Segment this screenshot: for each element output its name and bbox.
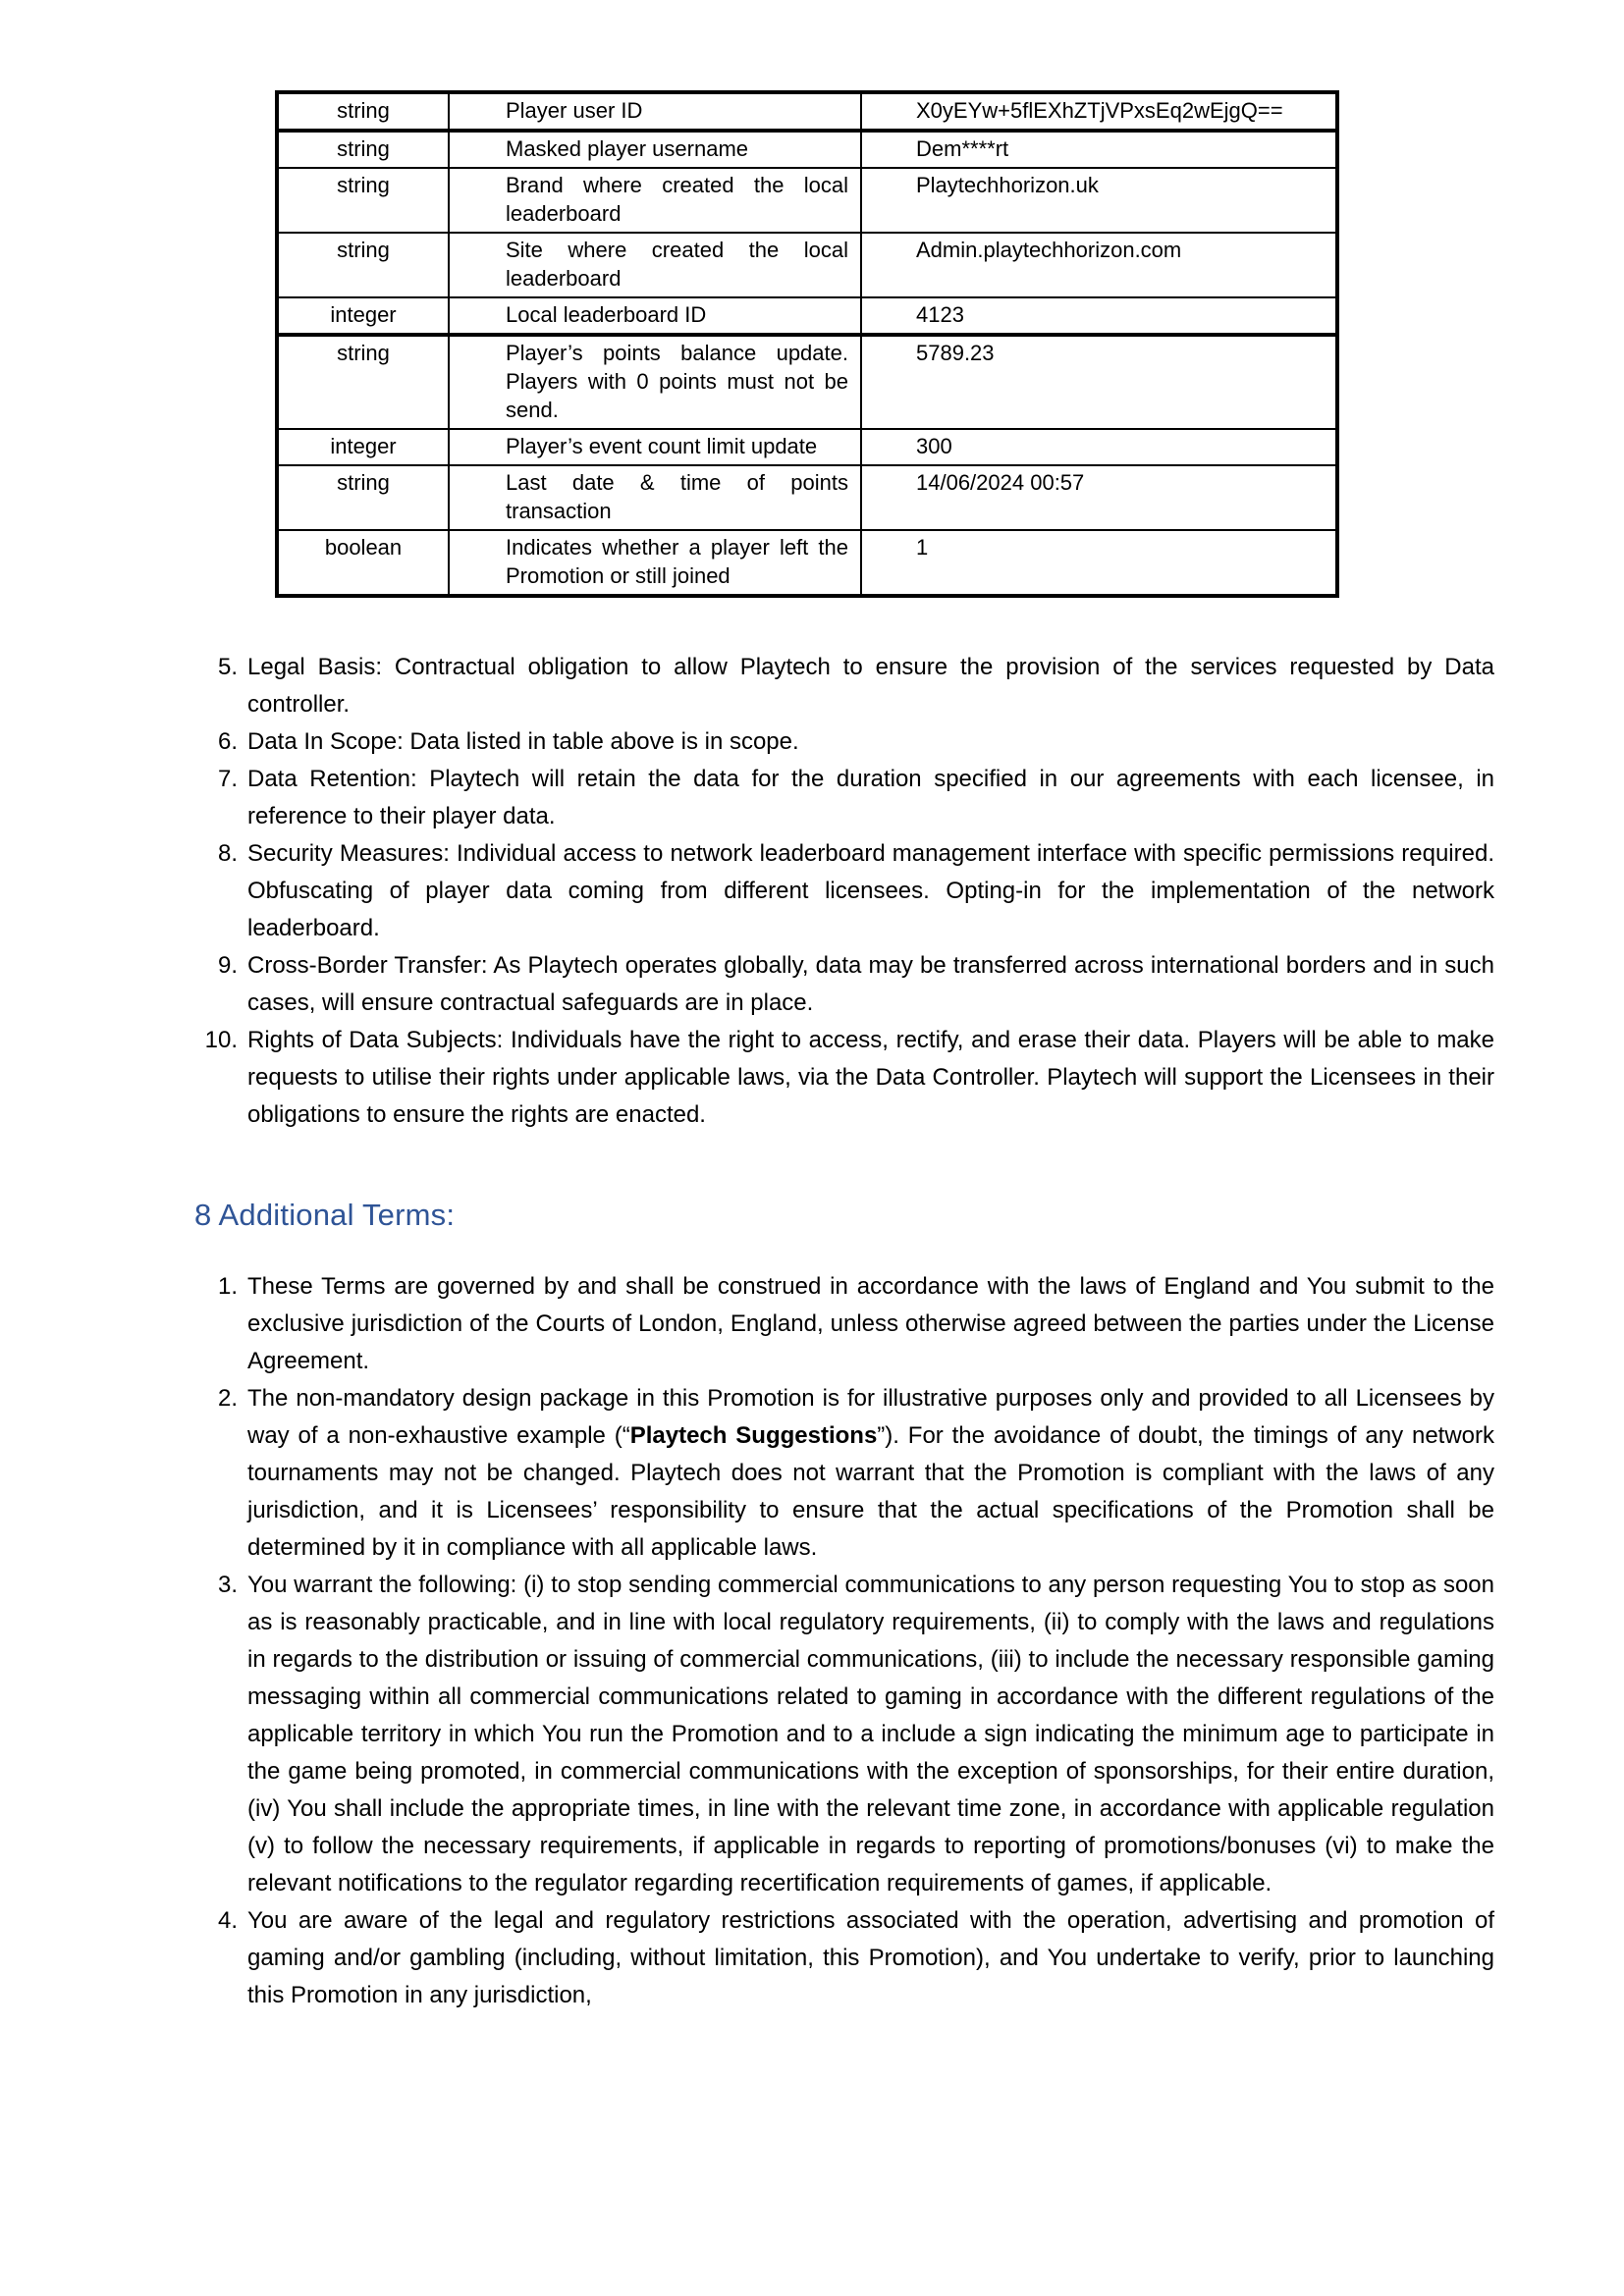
list-item-text: Legal Basis: Contractual obligation to allow Playtech to ensure the provision of the services requested by Data controller. [247, 654, 1494, 718]
cell-field-description: Last date & time of points transaction [449, 465, 861, 530]
list-item-number: 5. [217, 654, 238, 680]
list-item-text: These Terms are governed by and shall be construed in accordance with the laws of England and You submit to the exclusive jurisdiction of the Courts of London, England, unless otherwise agreed between the parties under the License Agreement. [247, 1273, 1494, 1374]
table-row [277, 465, 1337, 530]
cell-field-type: integer [277, 297, 449, 335]
list-item-number: 3. [217, 1572, 238, 1598]
cell-field-value: X0yEYw+5flEXhZTjVPxsEq2wEjgQ== [861, 92, 1337, 131]
table-row [277, 429, 1337, 465]
list-item-number: 1. [217, 1273, 238, 1300]
cell-field-value: 300 [861, 429, 1337, 465]
cell-field-description: Site where created the local leaderboard [449, 233, 861, 297]
list-item-number: 4. [217, 1907, 238, 1934]
cell-field-description: Local leaderboard ID [449, 297, 861, 335]
list-item-number: 8. [217, 840, 238, 867]
privacy-terms-list [196, 649, 1494, 1134]
list-item [196, 1268, 1494, 1380]
list-item [196, 1022, 1494, 1134]
cell-field-type: integer [277, 429, 449, 465]
list-item-number: 2. [217, 1385, 238, 1412]
list-item-number: 6. [217, 728, 238, 755]
cell-field-type: string [277, 233, 449, 297]
player-data-table [275, 90, 1339, 598]
list-item-number: 7. [217, 766, 238, 792]
list-item-text: Data Retention: Playtech will retain the data for the duration specified in our agreements with each licensee, in reference to their player data. [247, 766, 1494, 829]
list-item [196, 1567, 1494, 1902]
list-item-text-post: ”). For the avoidance of doubt, the timings of any network tournaments may not be changed. Playtech does not warrant that the Promotion is compliant with the laws of any jurisdiction, and it is Licensees’ responsibility to ensure that the actual specifications of the Promotion shall be determined by it in compliance with all applicable laws. [247, 1422, 1494, 1561]
cell-field-description: Player’s event count limit update [449, 429, 861, 465]
section-heading: 8 Additional Terms: [194, 1198, 456, 1232]
cell-field-value: 14/06/2024 00:57 [861, 465, 1337, 530]
cell-field-description: Masked player username [449, 131, 861, 168]
table-row [277, 131, 1337, 168]
list-item-text: Cross-Border Transfer: As Playtech operates globally, data may be transferred across international borders and in such cases, will ensure contractual safeguards are in place. [247, 952, 1494, 1016]
list-item-number: 10. [204, 1027, 238, 1053]
additional-terms-list [196, 1268, 1494, 2014]
table-row [277, 168, 1337, 233]
list-item [196, 1902, 1494, 2014]
list-item [196, 649, 1494, 723]
cell-field-type: string [277, 168, 449, 233]
list-item [196, 1380, 1494, 1567]
list-item [196, 723, 1494, 761]
cell-field-description: Player user ID [449, 92, 861, 131]
list-item-text-bold: Playtech Suggestions [629, 1422, 878, 1449]
cell-field-description: Indicates whether a player left the Promotion or still joined [449, 530, 861, 596]
list-item-text: You warrant the following: (i) to stop sending commercial communications to any person requesting You to stop as soon as is reasonably practicable, and in line with local regulatory requirements, (ii) to comply with the laws and regulations in regards to the distribution or issuing of commercial communications, (iii) to include the necessary responsible gaming messaging within all commercial communications related to gaming in accordance with the different regulations of the applicable territory in which You run the Promotion and to a include a sign indicating the minimum age to participate in the game being promoted, in commercial communications with the exception of sponsorships, for their entire duration, (iv) You shall include the appropriate times, in line with the relevant time zone, in accordance with applicable regulation (v) to follow the necessary requirements, if applicable in regards to reporting of promotions/bonuses (vi) to make the relevant notifications to the regulator regarding recertification requirements of games, if applicable. [247, 1572, 1494, 1896]
table-row [277, 335, 1337, 429]
list-item-text: Security Measures: Individual access to network leaderboard management interface with specific permissions required. Obfuscating of player data coming from different licensees. Opting-in for the implementation of the network leaderboard. [247, 840, 1494, 941]
cell-field-type: string [277, 465, 449, 530]
list-item [196, 835, 1494, 947]
cell-field-type: string [277, 92, 449, 131]
list-item [196, 947, 1494, 1022]
cell-field-value: Admin.playtechhorizon.com [861, 233, 1337, 297]
table-row [277, 92, 1337, 131]
list-item-text-pre: The non-mandatory design package in this Promotion is for illustrative purposes only and provided to all Licensees by way of a non-exhaustive example (“ [247, 1385, 1494, 1449]
cell-field-description: Brand where created the local leaderboard [449, 168, 861, 233]
list-item-text [247, 1380, 1494, 1567]
cell-field-value: 1 [861, 530, 1337, 596]
table-row [277, 297, 1337, 335]
list-item-number: 9. [217, 952, 238, 979]
list-item-text: Data In Scope: Data listed in table above is in scope. [247, 728, 799, 755]
cell-field-value: Playtechhorizon.uk [861, 168, 1337, 233]
table-row [277, 530, 1337, 596]
cell-field-value: 4123 [861, 297, 1337, 335]
cell-field-type: boolean [277, 530, 449, 596]
table-row [277, 233, 1337, 297]
list-item-text: You are aware of the legal and regulatory restrictions associated with the operation, advertising and promotion of gaming and/or gambling (including, without limitation, this Promotion), and You undertake to verify, prior to launching this Promotion in any jurisdiction, [247, 1907, 1494, 2008]
list-item [196, 761, 1494, 835]
cell-field-value: 5789.23 [861, 335, 1337, 429]
cell-field-type: string [277, 335, 449, 429]
list-item-text: Rights of Data Subjects: Individuals have the right to access, rectify, and erase their data. Players will be able to make requests to utilise their rights under applicable laws, via the Data Controller. Playtech will support the Licensees in their obligations to ensure the rights are enacted. [247, 1027, 1494, 1128]
cell-field-type: string [277, 131, 449, 168]
cell-field-value: Dem****rt [861, 131, 1337, 168]
cell-field-description: Player’s points balance update. Players with 0 points must not be send. [449, 335, 861, 429]
